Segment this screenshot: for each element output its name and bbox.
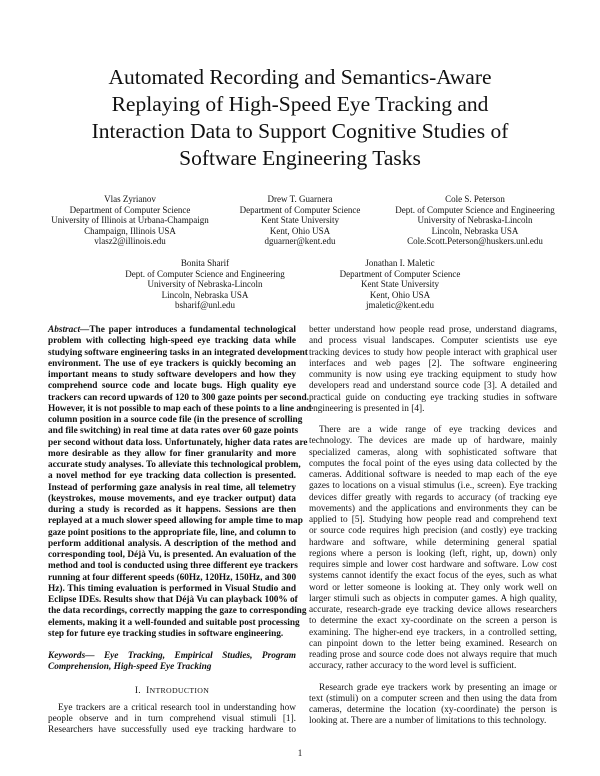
body-line: cameras, determine the location (xy-coordinate) the person is bbox=[309, 705, 557, 715]
abstract-line: method and tool is conducted using three different eye trackers bbox=[48, 561, 298, 572]
body-paragraph bbox=[309, 425, 557, 673]
body-line: requires simple and lower cost hardware and software. Low cost bbox=[309, 560, 557, 570]
author-dept: Dept. of Computer Science and Engineering bbox=[395, 204, 555, 215]
author-block bbox=[210, 194, 390, 247]
body-line: Research grade eye trackers work by presenting an image or bbox=[319, 682, 557, 693]
author-dept: Dept. of Computer Science and Engineering bbox=[125, 268, 285, 279]
body-line: systems cannot identify the exact focus of the eyes, such as what bbox=[309, 571, 557, 582]
author-dept: Department of Computer Science bbox=[239, 204, 361, 215]
author-location: Lincoln, Nebraska USA bbox=[431, 225, 519, 236]
author-email: vlasz2@illinois.edu bbox=[94, 236, 166, 247]
body-line: Eye trackers are a critical research tool in understanding how bbox=[58, 702, 296, 713]
abstract-line: during a study is recorded as it happens. Sessions are then bbox=[48, 505, 296, 515]
author-dept: Department of Computer Science bbox=[339, 268, 461, 279]
author-email: jmaletic@kent.edu bbox=[365, 300, 434, 311]
abstract-line: gaze point positions to the appropriate file, line, and column to bbox=[48, 527, 296, 538]
body-line: There are a wide range of eye tracking devices and bbox=[319, 425, 557, 435]
abstract-label: Abstract bbox=[48, 325, 81, 335]
body-line: text (stimuli) on a computer screen and then using the data from bbox=[309, 693, 557, 704]
abstract-line: column position in a source code file (in the presence of scrolling bbox=[48, 415, 303, 425]
body-line: better understand how people read prose, understand diagrams, bbox=[309, 325, 557, 335]
author-email: bsharif@unl.edu bbox=[174, 300, 236, 311]
author-block bbox=[380, 194, 570, 247]
author-block bbox=[110, 258, 300, 311]
left-column bbox=[48, 325, 312, 737]
keywords-first-line bbox=[48, 651, 296, 662]
body-line: cameras. Additional software is needed to map each of the eye bbox=[309, 470, 557, 480]
abstract-line: trackers can record upwards of 120 to 300 gaze points per second. bbox=[48, 392, 309, 403]
abstract-line: running at four different speeds (60Hz, 120Hz, 150Hz, and 300 bbox=[48, 572, 297, 583]
body-line: people observe and in turn comprehend visual stimuli [1]. bbox=[48, 714, 296, 724]
right-column bbox=[309, 325, 557, 728]
author-name: Jonathan I. Maletic bbox=[365, 258, 435, 268]
section-title-initial: I bbox=[146, 685, 150, 696]
author-univ: University of Nebraska-Lincoln bbox=[147, 279, 263, 290]
author-univ: Kent State University bbox=[261, 215, 339, 226]
section-heading-introduction bbox=[48, 685, 296, 697]
body-line: interfaces and web pages [2]. The software engineering bbox=[309, 358, 557, 369]
title-line: Replaying of High-Speed Eye Tracking and bbox=[111, 92, 489, 116]
author-email: dguarner@kent.edu bbox=[264, 236, 336, 247]
abstract-line: (keystrokes, mouse movements, and eye tracker output) data bbox=[48, 493, 296, 504]
author-location: Champaign, Illinois USA bbox=[84, 225, 176, 236]
abstract-line: a novel method for eye tracking data collection is presented. bbox=[48, 471, 296, 482]
abstract-line: elements, making it a well-founded and suitable post processing bbox=[48, 617, 300, 628]
keywords bbox=[48, 651, 296, 674]
author-univ: University of Nebraska-Lincoln bbox=[417, 215, 533, 226]
body-paragraph bbox=[309, 325, 557, 415]
body-line: applied to [5]. Studying how people read and comprehend text bbox=[309, 515, 557, 525]
body-line: accuracy, rather accuracy to the word level is sufficient. bbox=[309, 661, 517, 672]
author-block bbox=[305, 258, 495, 311]
body-line: movements) and the applications and environments they can be bbox=[309, 503, 557, 514]
title-line: Software Engineering Tasks bbox=[179, 146, 421, 170]
body-line: examining. The higher-end eye trackers, in a controlled setting, bbox=[309, 627, 557, 638]
abstract-line: Hz). This timing evaluation is performed in Visual Studio and bbox=[48, 583, 296, 594]
intro-paragraph bbox=[48, 703, 296, 737]
body-line: developers read and understand source code [3]. A detailed and bbox=[309, 381, 557, 392]
abstract-line: more desirable as they allow for finer granularity and more bbox=[48, 448, 296, 459]
author-block bbox=[40, 194, 220, 247]
abstract-line: the data recordings, correctly mapping the gaze to corresponding bbox=[48, 606, 307, 617]
body-line: practical guide on conducting eye tracking studies in software bbox=[309, 392, 557, 403]
author-dept: Department of Computer Science bbox=[69, 204, 191, 215]
abstract-line: Instead of performing gaze analysis in real time, all telemetry bbox=[48, 482, 296, 493]
body-line: specialized cameras, along with sophisticated software that bbox=[309, 447, 557, 458]
section-number: I. bbox=[134, 685, 141, 696]
abstract-line: However, it is not possible to map each of these points to a line and bbox=[48, 403, 312, 414]
body-line: devices differ greatly with regards to accuracy (of tracking eye bbox=[309, 492, 557, 503]
body-line: or source code requires high precision (and costly) eye tracking bbox=[309, 526, 557, 537]
section-title-rest: NTRODUCTION bbox=[149, 685, 210, 695]
body-line: Researchers have successfully used eye tracking hardware to bbox=[48, 725, 296, 736]
abstract-line: accurate study analyses. To alleviate this technological problem, bbox=[48, 460, 301, 470]
abstract-line: per second without data loss. Unfortunately, higher data rates are bbox=[48, 437, 308, 448]
body-line: hardware and software, while determining general spatial bbox=[309, 537, 557, 548]
body-line: computes the focal point of the eyes using data collected by the bbox=[309, 458, 557, 469]
author-email: Cole.Scott.Peterson@huskers.unl.edu bbox=[407, 236, 543, 247]
author-name: Vlas Zyrianov bbox=[104, 194, 156, 204]
paper-title bbox=[40, 64, 560, 172]
body-line: larger stimuli such as objects in computer games. A high quality, bbox=[309, 593, 557, 604]
abstract-dash: — bbox=[80, 325, 90, 335]
body-line: engineering is presented in [4]. bbox=[309, 403, 425, 414]
title-line: Interaction Data to Support Cognitive Studies of bbox=[91, 119, 509, 143]
abstract-line: and file switching) in real time at data rates over 60 gaze points bbox=[48, 426, 299, 437]
abstract-line: environment. The use of eye trackers is quickly becoming an bbox=[48, 358, 296, 369]
title-line: Automated Recording and Semantics-Aware bbox=[108, 65, 492, 89]
abstract-line: step for future eye tracking studies in software engineering. bbox=[48, 628, 284, 639]
author-name: Cole S. Peterson bbox=[445, 194, 505, 204]
body-line: regions where a person is looking (left, right, up, down) only bbox=[309, 548, 557, 559]
abstract-first-line bbox=[48, 325, 296, 336]
abstract-line: important means to study software developers and how they bbox=[48, 370, 296, 380]
body-line: tracking devices to study how people interact with graphical user bbox=[309, 347, 557, 358]
keywords-line: — Eye Tracking, Empirical Studies, Program bbox=[85, 651, 296, 661]
abstract-line: comprehend source code and locate bugs. High quality eye bbox=[48, 381, 296, 392]
abstract-line: studying software engineering tasks in an integrated development bbox=[48, 347, 308, 358]
abstract-line: perform additional analysis. A description of the method and bbox=[48, 538, 296, 549]
body-line: looking at. There are a number of limitations to this technology. bbox=[309, 716, 547, 727]
abstract-line: problem with collecting high-speed eye tracking data while bbox=[48, 336, 296, 347]
body-line: can pinpoint down to the letter being examined. Research on bbox=[309, 638, 557, 649]
author-name: Bonita Sharif bbox=[180, 258, 230, 268]
keywords-label: Keywords bbox=[48, 651, 86, 661]
abstract bbox=[48, 325, 312, 640]
author-name: Drew T. Guarnera bbox=[267, 194, 333, 204]
abstract-line: The paper introduces a fundamental technological bbox=[89, 325, 296, 335]
author-univ: Kent State University bbox=[361, 279, 439, 290]
author-location: Kent, Ohio USA bbox=[269, 225, 331, 236]
abstract-line: corresponding tool, Déjà Vu, is presented. An evaluation of the bbox=[48, 550, 296, 560]
body-line: and process visual landscapes. Computer scientists use eye bbox=[309, 336, 557, 347]
keywords-line: Comprehension, High-speed Eye Tracking bbox=[48, 662, 212, 673]
body-line: gazes to locations on a visual stimulus (i.e., screen). Eye tracking bbox=[309, 481, 557, 492]
body-line: technology. The devices are made up of hardware, mainly bbox=[309, 436, 557, 447]
page-number: 1 bbox=[297, 748, 303, 758]
author-univ: University of Illinois at Urbana-Champaign bbox=[51, 215, 209, 226]
abstract-line: replayed at a much slower speed allowing for ample time to map bbox=[48, 516, 303, 527]
abstract-line: Eclipse IDEs. Results show that Déjà Vu can playback 100% of bbox=[48, 595, 298, 605]
author-location: Lincoln, Nebraska USA bbox=[161, 289, 249, 300]
body-line: reading prose and source code does not always require that much bbox=[309, 650, 557, 660]
body-line: to determine the exact xy-coordinate on the screen a person is bbox=[309, 616, 557, 627]
body-line: word or letter someone is looking at. They only work well on bbox=[309, 582, 557, 593]
body-paragraph bbox=[309, 683, 557, 728]
body-line: community is now using eye tracking equipment to study how bbox=[309, 370, 557, 380]
author-location: Kent, Ohio USA bbox=[369, 289, 431, 300]
body-line: accurate, research-grade eye tracking device allows researchers bbox=[309, 605, 557, 615]
